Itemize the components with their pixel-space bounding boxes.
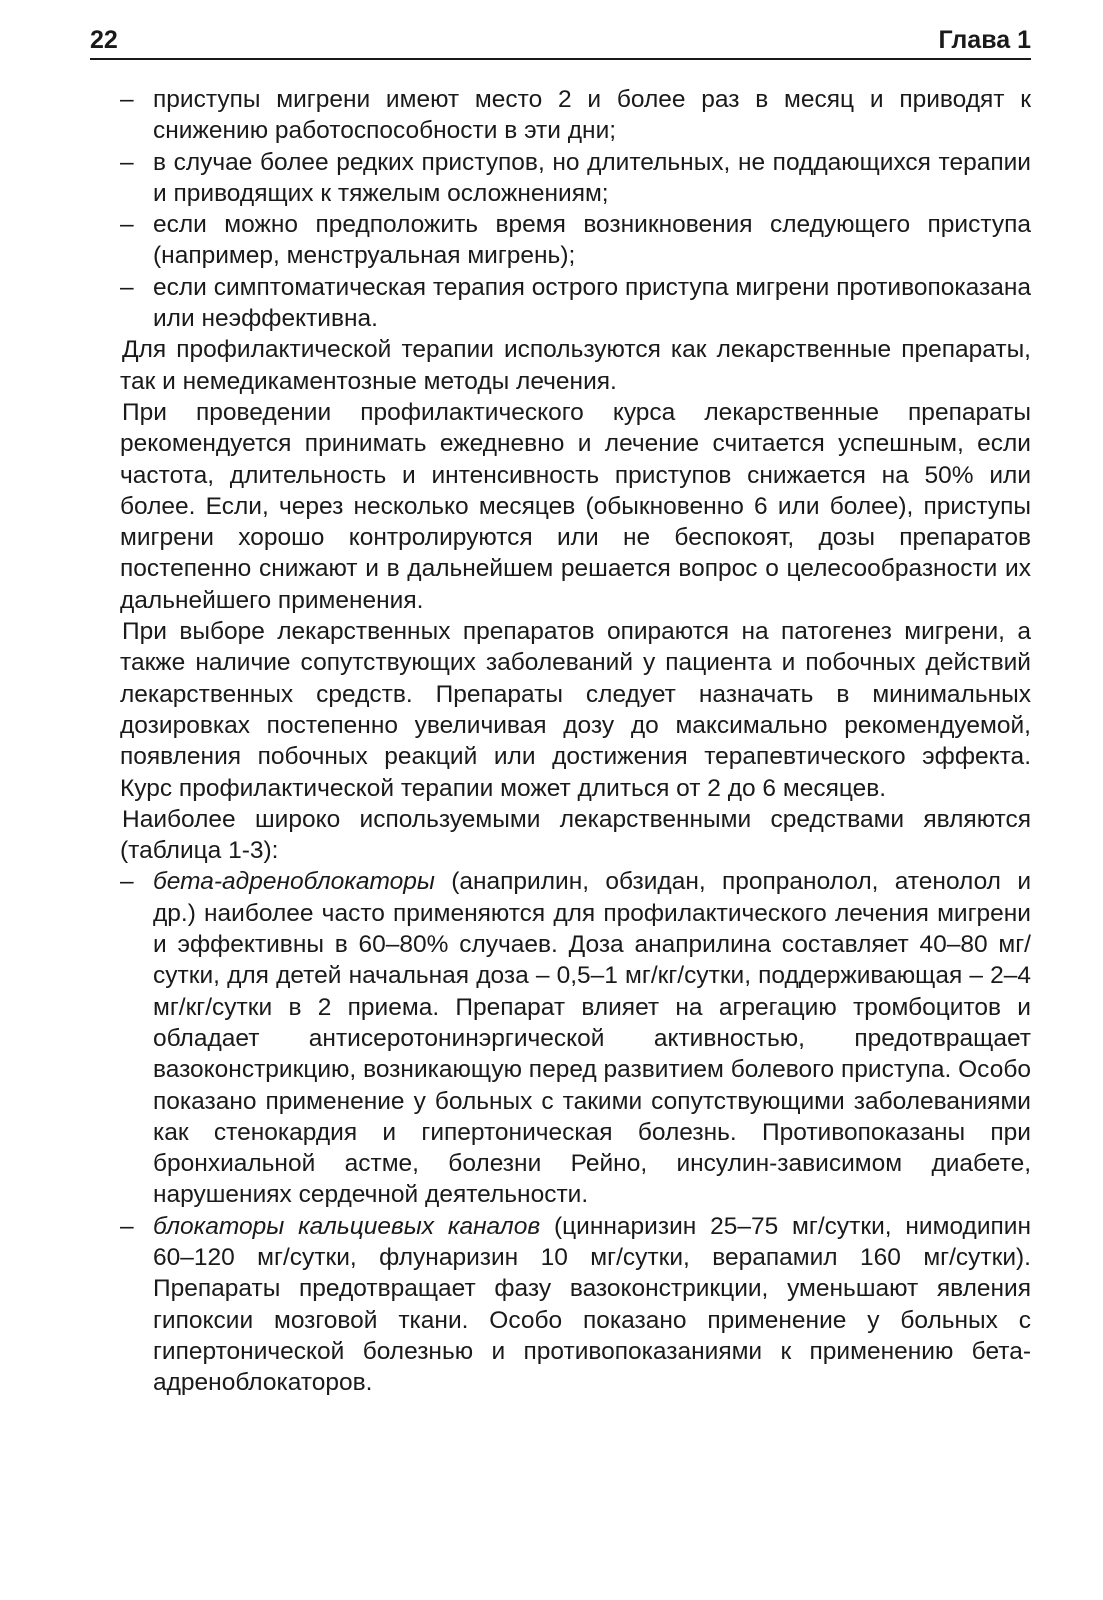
list-item bbox=[120, 209, 1031, 272]
drug-class-item bbox=[120, 866, 1031, 1210]
list-dash: – bbox=[120, 1212, 134, 1240]
list-item-text: в случае более редких приступов, но длительных, не поддающихся терапии и приводящих к тяжелым осложнениям; bbox=[153, 148, 1031, 207]
list-dash: – bbox=[120, 273, 134, 301]
list-item-text: если симптоматическая терапия острого приступа мигрени противопоказана или неэффективна. bbox=[153, 273, 1031, 333]
drug-class-term: бета-адреноблокаторы bbox=[153, 868, 435, 896]
list-dash: – bbox=[120, 148, 134, 176]
list-item-text: если можно предположить время возникновения следующего приступа (например, менструальная мигрень); bbox=[153, 211, 1031, 270]
paragraph: При проведении профилактического курса лекарственные препараты рекомендуется принимать ежедневно и лечение считается успешным, если частота, длительность и интенсивность приступов снижается на 50% или более. Если, через несколько месяцев (обыкновенно 6 или более), приступы мигрени хорошо контролируются или не беспокоят, дозы препаратов постепенно снижают и в дальнейшем решается вопрос о целесообразности их дальнейшего применения. bbox=[120, 398, 1031, 614]
paragraph: Для профилактической терапии используются как лекарственные препараты, так и немедикаментозные методы лечения. bbox=[120, 336, 1031, 395]
list-dash: – bbox=[120, 868, 134, 896]
drug-class-item bbox=[120, 1211, 1031, 1399]
chapter-title: Глава 1 bbox=[938, 26, 1031, 54]
paragraph: При выборе лекарственных препаратов опираются на патогенез мигрени, а также наличие сопутствующих заболеваний у пациента и побочных действий лекарственных средств. Препараты следует назначать в минимальных дозировках постепенно увеличивая дозу до максимально рекомендуемой, появления побочных реакций или достижения терапевтического эффекта. Курс профилактической терапии может длиться от 2 до 6 месяцев. bbox=[120, 618, 1031, 802]
page-number: 22 bbox=[90, 26, 118, 54]
drug-class-text: (анаприлин, обзидан, пропранолол, атенолол и др.) наиболее часто применяются для профилактического лечения мигрени и эффективны в 60–80% случаев. Доза анаприлина составляет 40–80 мг/сутки, для детей начальная доза – 0,5–1 мг/кг/сутки, поддерживающая – 2–4 мг/кг/сутки в 2 приема. Препарат влияет на агрегацию тромбоцитов и обладает антисеротонинэргической активностью, предотвращает вазоконстрикцию, возникающую перед развитием болевого приступа. Особо показано применение у больных с такими сопутствующими заболеваниями как стенокардия и гипертоническая болезнь. Противопоказаны при бронхиальной астме, болезни Рейно, инсулин-зависимом диабете, нарушениях сердечной деятельности. bbox=[153, 868, 1031, 1209]
paragraph: Наиболее широко используемыми лекарственными средствами являются (таблица 1-3): bbox=[120, 805, 1031, 865]
list-dash: – bbox=[120, 86, 134, 113]
running-header bbox=[90, 26, 1031, 60]
list-item-text: приступы мигрени имеют место 2 и более раз в месяц и приводят к снижению работоспособности в эти дни; bbox=[153, 86, 1031, 145]
list-item bbox=[120, 84, 1031, 147]
list-item bbox=[120, 272, 1031, 335]
page-body bbox=[120, 84, 1031, 1398]
list-dash: – bbox=[120, 211, 134, 239]
drug-class-text: (циннаризин 25–75 мг/сутки, нимодипин 60–120 мг/сутки, флунаризин 10 мг/сутки, верапамил 160 мг/сутки). Препараты предотвращает фазу вазоконстрикции, уменьшают явления гипоксии мозговой ткани. Особо показано применение у больных с гипертонической болезнью и противопоказаниями к применению бета-адреноблокаторов. bbox=[153, 1212, 1031, 1397]
list-item bbox=[120, 147, 1031, 210]
drug-class-term: блокаторы кальциевых каналов bbox=[153, 1212, 541, 1240]
